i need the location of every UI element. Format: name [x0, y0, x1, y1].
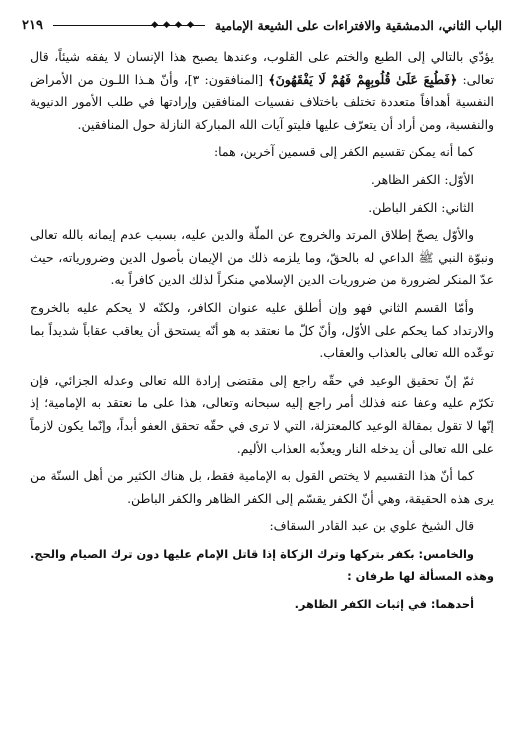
paragraph-9: قال الشيخ علوي بن عبد القادر السقاف: [269, 518, 474, 534]
paragraph-1-text-b: [المنافقون: ٣]، وأنّ هـذا اللـون من الأمراض النفسية أهدافاً متعددة تختلف باختلاف نفسيات المنافقين وإرادتها في طلب الأمور الدنيوية والنفسية، ومن أراد أن يتعرّف عليها فليتو آيات الله المباركة النازلة حول المنافقين. [30, 71, 494, 132]
paragraph-7: ثمّ إنّ تحقيق الوعيد في حقّه راجع إلى مقتضى إرادة الله تعالى وعدله الجزائي، فإن تكرّم عليه وعفا عنه فذلك أمر راجع إليه سبحانه وتعالى، هذا على ما نعتقد به الإمامية؛ إذ إنّها لا تقول بمقالة الوعيد كالمعتزلة، التي لا ترى في حقّه تحقق العفو أبداً، وإنّما يكون لازماً على الله تعالى أن يدخله النار ويعذّبه العذاب الأليم. [30, 372, 494, 456]
paragraph-6: وأمّا القسم الثاني فهو وإن أطلق عليه عنوان الكافر، ولكنّه لا يحكم عليه بالخروج والارتداد كما يحكم على الأوّل، وأنّ كلّ ما نعتقد به هو أنّه يستحق أن يعاقب عقاباً شديداً بما توعّده الله تعالى بالعذاب والعقاب. [30, 299, 494, 361]
paragraph-1-text-a: يؤدّي بالتالي إلى الطبع والختم على القلوب، وعندها يصبح هذا الإنسان لا يفقه شيئاً، قال تعالى: [30, 49, 494, 87]
running-header [22, 14, 502, 36]
quotation-2: أحدهما: في إثبات الكفر الظاهر. [294, 597, 474, 612]
header-ornament-dots: ◆◆◆◆ [151, 19, 199, 30]
page-body [30, 46, 494, 621]
header-rule [53, 19, 205, 30]
quran-verse: ﴿فَطُبِعَ عَلَىٰ قُلُوبِهِمْ فَهُمْ لَا يَفْقَهُونَ﴾ [268, 71, 458, 87]
page-number: ٢١٩ [22, 17, 43, 33]
quotation-1: والخامس: بكفر بتركها وترك الزكاة إذا قاتل الإمام عليها دون ترك الصيام والحج. وهذه المسألة لها طرفان : [30, 546, 494, 584]
paragraph-5: والأوّل يصحّ إطلاق المرتد والخروج عن الملّة والدين عليه، بسبب عدم إيمانه بالله تعالى ونبوّة النبي ﷺ الداعي له بالحقّ، وما يلزمه ذلك من الإيمان بأصول الدين وضرورياته، حيث عدّ المنكر لضرورة من ضروريات الدين الإسلامي منكراً لذلك الدين كافراً به. [30, 227, 494, 288]
paragraph-3: الأوّل: الكفر الظاهر. [370, 171, 474, 187]
paragraph-2: كما أنه يمكن تقسيم الكفر إلى قسمين آخرين، هما: [213, 144, 474, 160]
paragraph-8: كما أنّ هذا التقسيم لا يختص القول به الإمامية فقط، بل هناك الكثير من أهل السنّة من يرى هذه الحقيقة، وهي أنّ الكفر يقسّم إلى الكفر الظاهر والكفر الباطن. [30, 468, 494, 506]
paragraph-4: الثاني: الكفر الباطن. [368, 199, 474, 215]
running-title: الباب الثاني، الدمشقية والافتراءات على الشيعة الإمامية [214, 17, 502, 33]
paragraph-1 [30, 46, 494, 136]
